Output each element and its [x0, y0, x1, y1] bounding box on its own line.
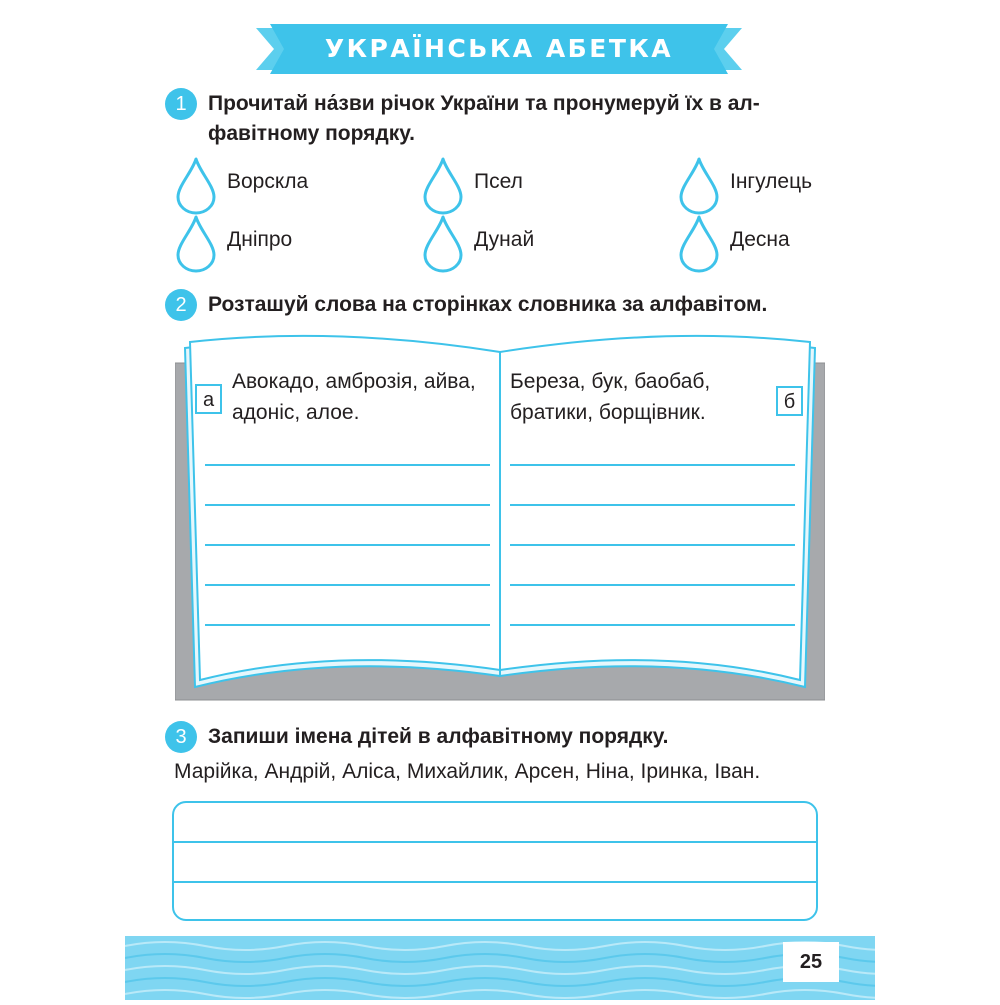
water-drop-icon[interactable] — [175, 214, 217, 274]
answer-line — [174, 881, 816, 883]
river-name: Дніпро — [227, 228, 293, 251]
task-1-badge: 1 — [165, 88, 197, 120]
title-ribbon — [256, 22, 742, 76]
footer-wave-band — [125, 936, 875, 1000]
answer-line — [174, 841, 816, 843]
task-3-instruction: Запиши імена дітей в алфавітному порядку. — [208, 725, 669, 748]
right-page-words-line2: братики, борщівник. — [510, 401, 706, 424]
river-name: Ворскла — [227, 170, 309, 193]
task-1-instruction-line1: Прочитай на́зви річок України та пронумеруй їх в ал- — [208, 92, 760, 115]
letter-tab-b: б — [776, 386, 803, 416]
task-2-badge: 2 — [165, 289, 197, 321]
river-name: Псел — [474, 170, 523, 193]
letter-tab-a: а — [195, 384, 222, 414]
wave-pattern — [125, 936, 875, 1000]
right-page-words — [510, 366, 710, 428]
task-3-badge: 3 — [165, 721, 197, 753]
right-page-words-line1: Береза, бук, баобаб, — [510, 370, 711, 393]
water-drop-icon[interactable] — [175, 156, 217, 216]
water-drop-icon[interactable] — [422, 214, 464, 274]
page-title: УКРАЇНСЬКА АБЕТКА — [324, 34, 674, 63]
page-number: 25 — [783, 942, 839, 982]
river-name: Інгулець — [730, 170, 813, 193]
water-drop-icon[interactable] — [678, 214, 720, 274]
water-drop-icon[interactable] — [678, 156, 720, 216]
answer-box[interactable] — [172, 801, 818, 921]
river-name: Десна — [730, 228, 790, 251]
water-drop-icon[interactable] — [422, 156, 464, 216]
children-names: Марійка, Андрій, Аліса, Михайлик, Арсен, Ніна, Іринка, Іван. — [174, 760, 761, 783]
left-page-words-line2: адоніс, алое. — [232, 401, 360, 424]
river-name: Дунай — [474, 228, 535, 251]
left-page-words — [232, 366, 476, 428]
task-2-instruction: Розташуй слова на сторінках словника за алфавітом. — [208, 293, 768, 316]
left-page-words-line1: Авокадо, амброзія, айва, — [232, 370, 476, 393]
task-1-instruction-line2: фавітному порядку. — [208, 122, 415, 145]
